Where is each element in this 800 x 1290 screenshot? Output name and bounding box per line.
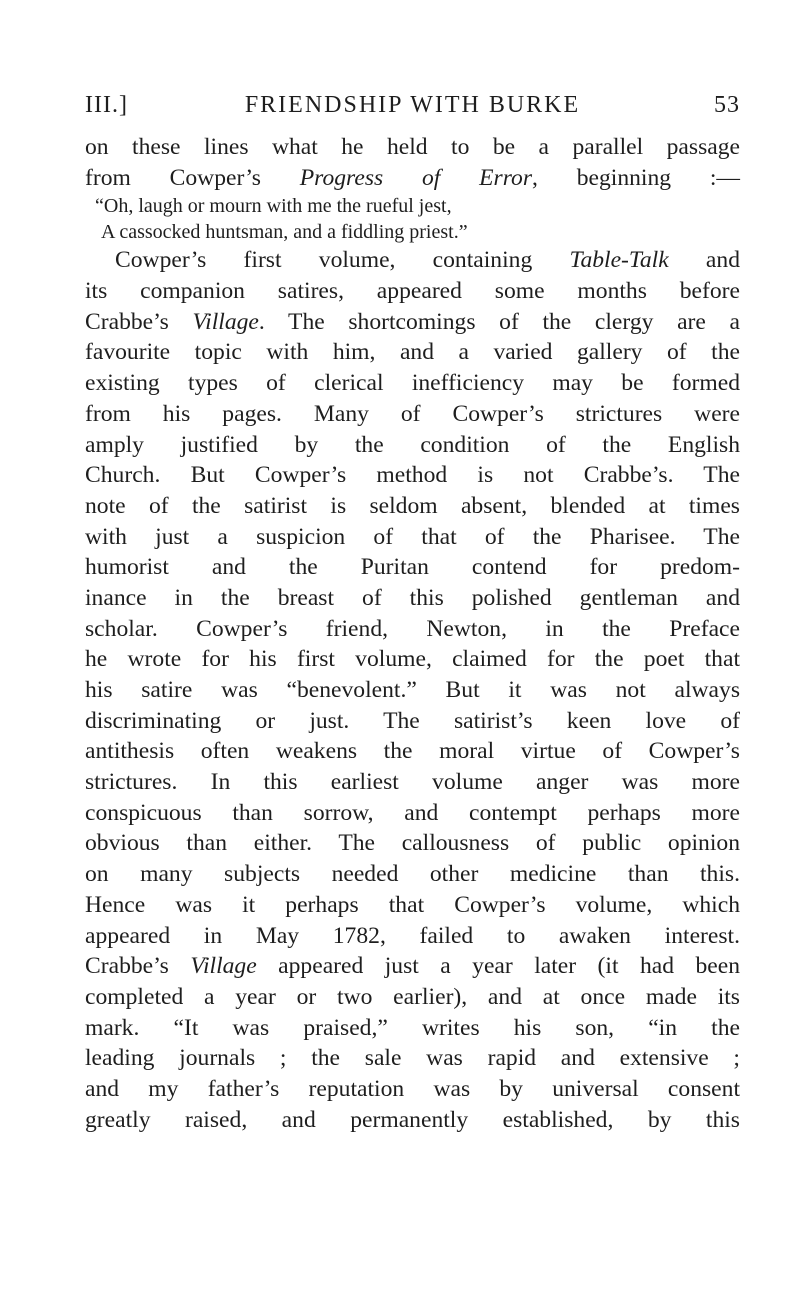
text-line: greatly raised, and permanently established, by this	[85, 1106, 740, 1133]
text-line: Crabbe’s Village. The shortcomings of the clergy are a	[85, 308, 740, 335]
text-line: completed a year or two earlier), and at once made its	[85, 983, 740, 1010]
text-line: on these lines what he held to be a parallel passage	[85, 134, 740, 160]
text-line: humorist and the Puritan contend for predom-	[85, 554, 740, 581]
chapter-number: III.]	[85, 92, 128, 118]
text-line: with just a suspicion of that of the Pharisee. The	[85, 523, 740, 550]
text-line: appeared in May 1782, failed to awaken interest.	[85, 922, 740, 949]
verse-quote-line: A cassocked huntsman, and a fiddling priest.”	[101, 221, 468, 244]
body-text	[85, 132, 740, 1135]
text-line: amply justified by the condition of the English	[85, 431, 740, 458]
italic-title: Progress of Error	[299, 164, 533, 191]
text-line: and my father’s reputation was by universal consent	[85, 1075, 740, 1102]
text-line: antithesis often weakens the moral virtue of Cowper’s	[85, 738, 740, 765]
text-line: Crabbe’s Village appeared just a year later (it had been	[85, 953, 740, 980]
text-line: discriminating or just. The satirist’s keen love of	[85, 707, 740, 734]
text-line: on many subjects needed other medicine than this.	[85, 861, 740, 888]
page-number: 53	[714, 92, 740, 118]
verse-quote-line: “Oh, laugh or mourn with me the rueful jest,	[95, 195, 452, 218]
text-line: Hence was it perhaps that Cowper’s volume, which	[85, 891, 740, 918]
text-line: inance in the breast of this polished gentleman and	[85, 584, 740, 611]
italic-title: Village	[190, 953, 257, 980]
text-line: conspicuous than sorrow, and contempt perhaps more	[85, 799, 740, 826]
text-line: mark. “It was praised,” writes his son, “in the	[85, 1014, 740, 1041]
italic-title: Village	[192, 308, 259, 335]
text-line: from Cowper’s Progress of Error, beginning :—	[85, 164, 740, 191]
text-line: favourite topic with him, and a varied gallery of the	[85, 339, 740, 366]
text-line: Cowper’s first volume, containing Table-Talk and	[115, 247, 740, 274]
text-line: leading journals ; the sale was rapid and extensive ;	[85, 1045, 740, 1072]
text-line: scholar. Cowper’s friend, Newton, in the Preface	[85, 615, 740, 642]
text-line: he wrote for his first volume, claimed for the poet that	[85, 646, 740, 673]
running-head	[85, 92, 740, 122]
text-line: obvious than either. The callousness of public opinion	[85, 830, 740, 857]
text-line: Church. But Cowper’s method is not Crabbe’s. The	[85, 462, 740, 489]
text-line: his satire was “benevolent.” But it was not always	[85, 677, 740, 703]
italic-title: Table-Talk	[569, 247, 669, 274]
text-line: existing types of clerical inefficiency may be formed	[85, 370, 740, 397]
text-line: strictures. In this earliest volume anger was more	[85, 769, 740, 796]
text-line: note of the satirist is seldom absent, blended at times	[85, 492, 740, 519]
running-title: FRIENDSHIP WITH BURKE	[244, 92, 581, 118]
text-line: its companion satires, appeared some months before	[85, 278, 740, 305]
text-line: from his pages. Many of Cowper’s strictures were	[85, 400, 740, 427]
